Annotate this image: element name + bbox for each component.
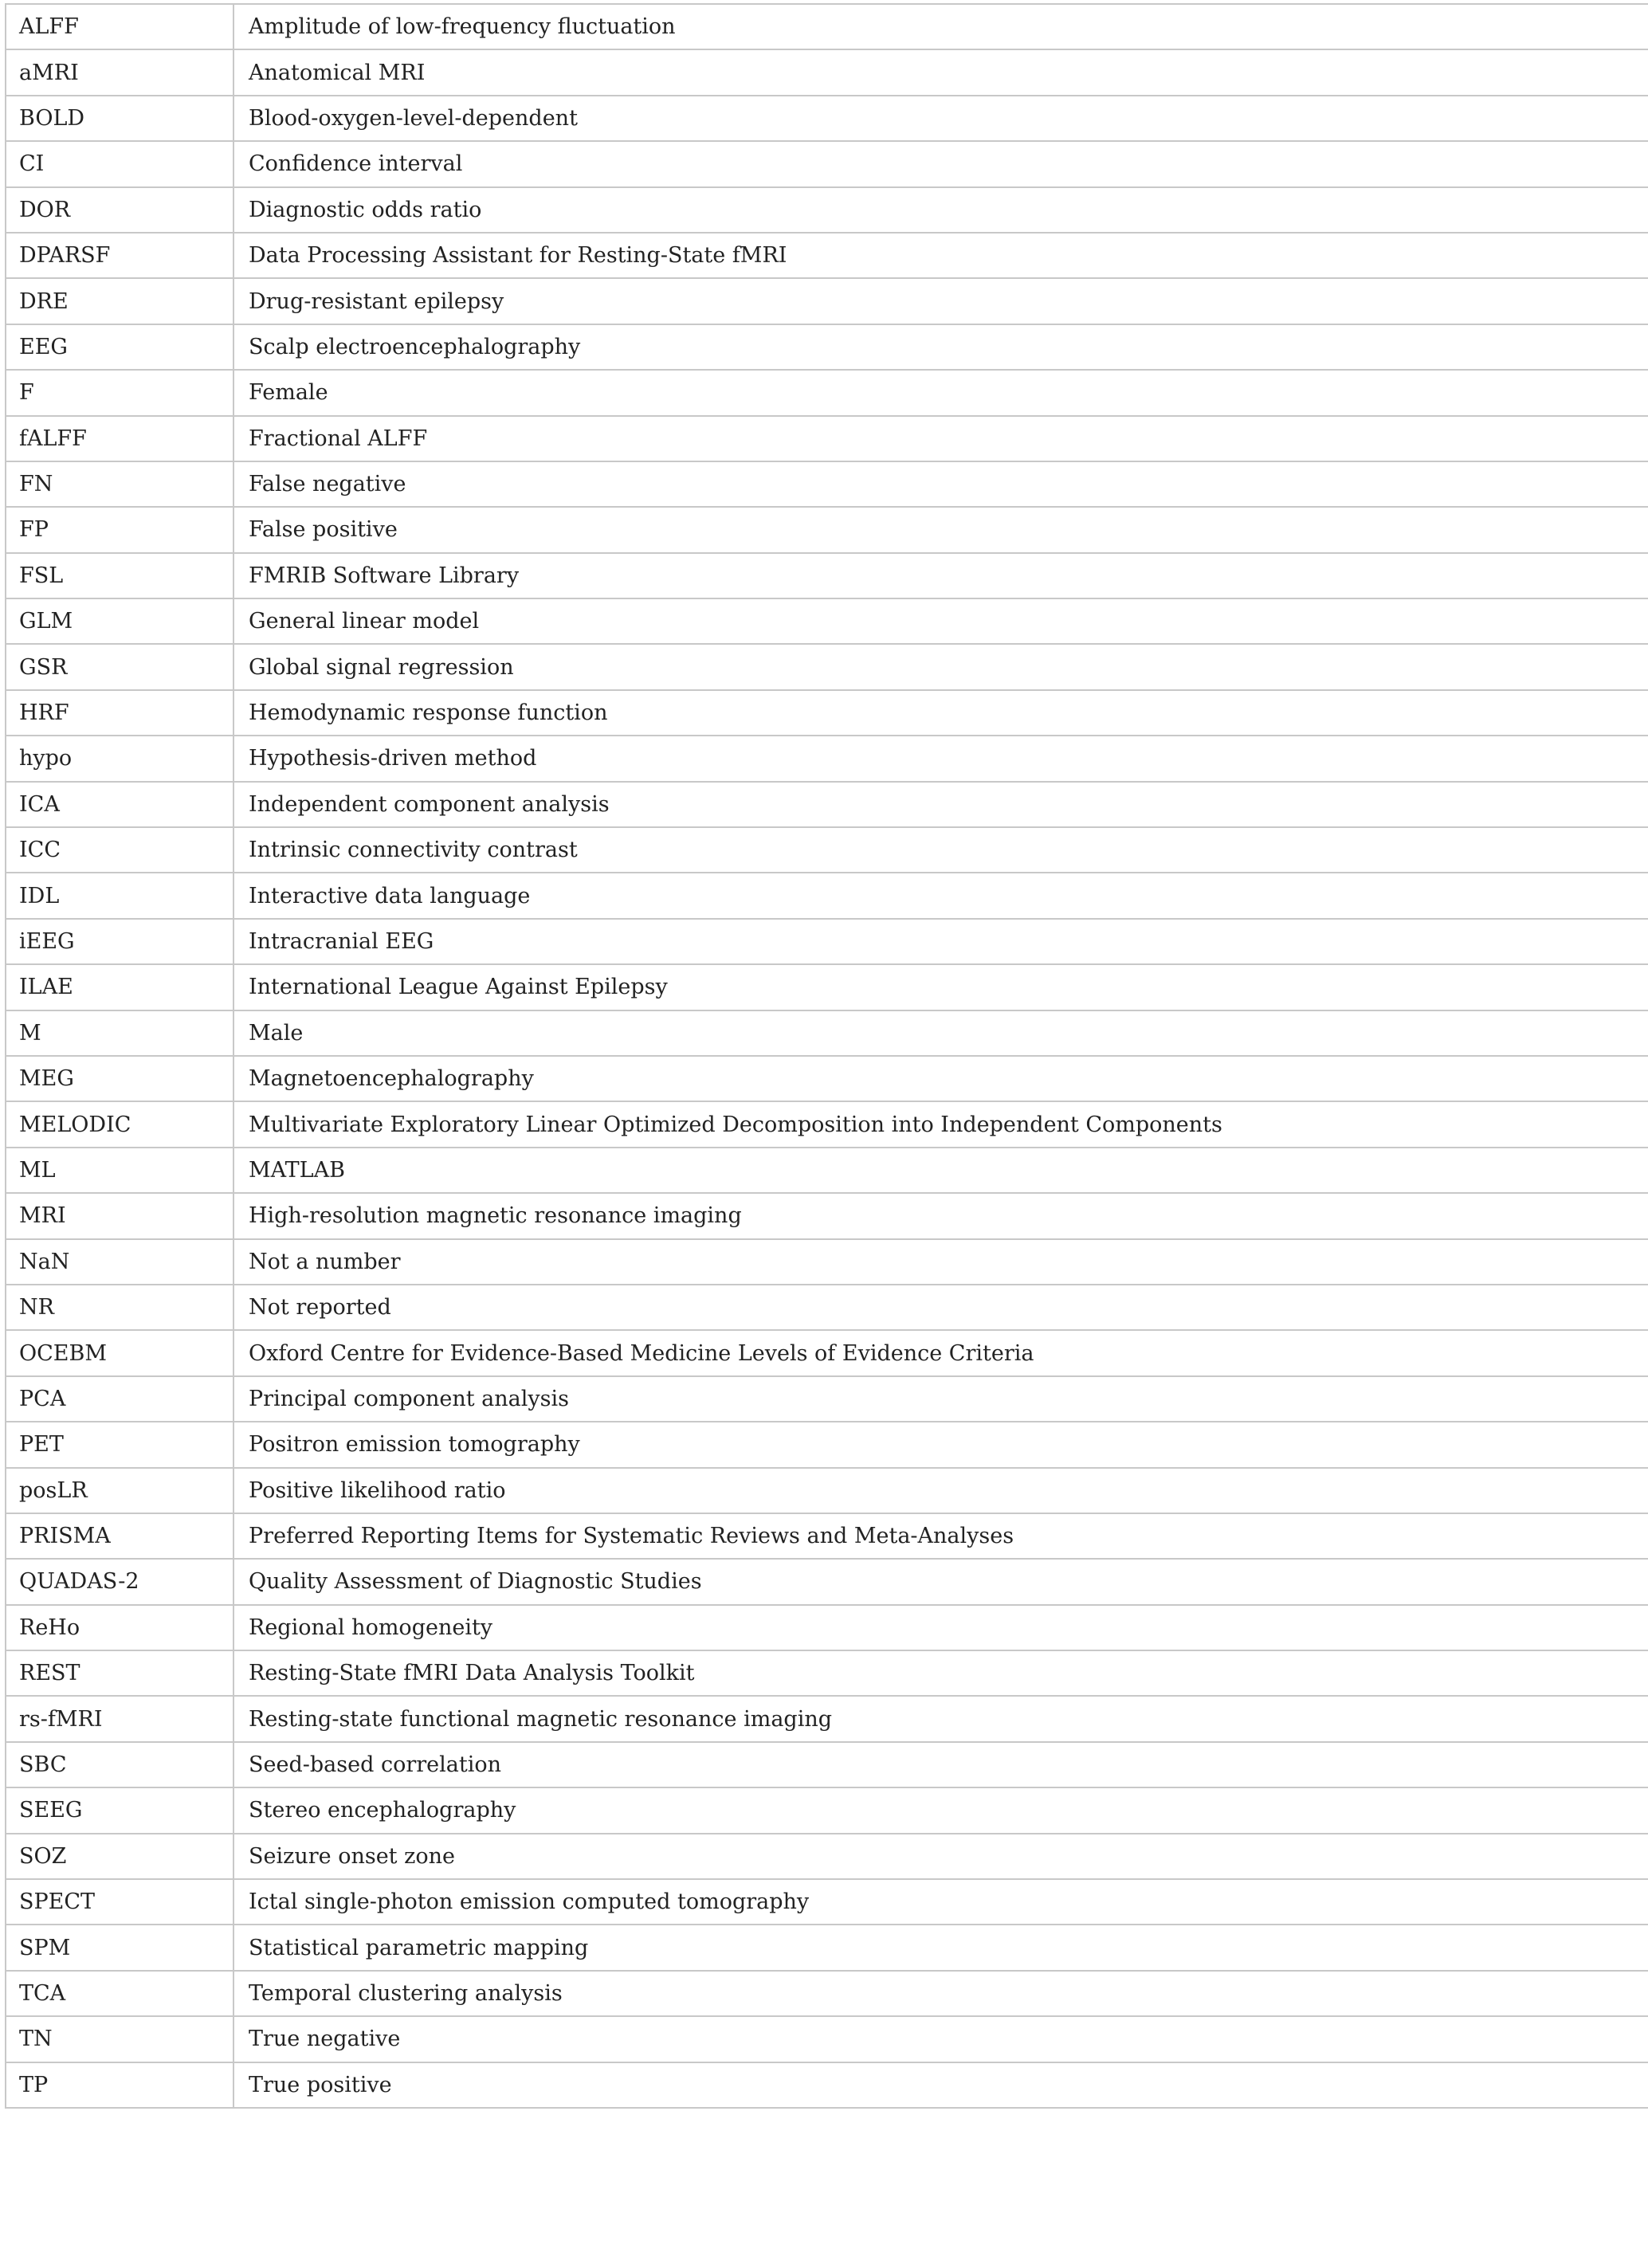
table-row (6, 278, 1648, 324)
abbreviation-cell: NR (6, 1285, 233, 1330)
definition-cell: Amplitude of low-frequency fluctuation (233, 4, 1648, 49)
abbreviation-cell: hypo (6, 736, 233, 781)
table-row (6, 1696, 1648, 1741)
abbreviation-cell: aMRI (6, 49, 233, 95)
definition-cell: Seizure onset zone (233, 1834, 1648, 1879)
abbreviation-cell: DOR (6, 187, 233, 233)
definition-cell: Independent component analysis (233, 782, 1648, 827)
definition-cell: Global signal regression (233, 644, 1648, 689)
abbreviations-table (5, 3, 1648, 2109)
definition-cell: High-resolution magnetic resonance imaging (233, 1193, 1648, 1238)
definition-cell: Positive likelihood ratio (233, 1468, 1648, 1513)
definition-cell: Temporal clustering analysis (233, 1971, 1648, 2016)
abbreviation-cell: HRF (6, 690, 233, 736)
definition-cell: Not reported (233, 1285, 1648, 1330)
table-row (6, 598, 1648, 644)
abbreviation-cell: CI (6, 141, 233, 186)
abbreviation-cell: rs-fMRI (6, 1696, 233, 1741)
definition-cell: Intrinsic connectivity contrast (233, 827, 1648, 873)
abbreviation-cell: EEG (6, 324, 233, 370)
definition-cell: Male (233, 1010, 1648, 1056)
abbreviation-cell: TN (6, 2016, 233, 2062)
table-row (6, 324, 1648, 370)
abbreviation-cell: GSR (6, 644, 233, 689)
table-row (6, 1101, 1648, 1147)
table-row (6, 1285, 1648, 1330)
table-row (6, 1879, 1648, 1925)
table-row (6, 644, 1648, 689)
table-row (6, 553, 1648, 598)
table-row (6, 141, 1648, 186)
abbreviation-cell: REST (6, 1650, 233, 1696)
definition-cell: Hypothesis-driven method (233, 736, 1648, 781)
definition-cell: Multivariate Exploratory Linear Optimized Decomposition into Independent Components (233, 1101, 1648, 1147)
table-row (6, 919, 1648, 964)
definition-cell: General linear model (233, 598, 1648, 644)
definition-cell: Drug-resistant epilepsy (233, 278, 1648, 324)
table-row (6, 964, 1648, 1010)
table-row (6, 690, 1648, 736)
table-row (6, 1605, 1648, 1650)
abbreviation-cell: MRI (6, 1193, 233, 1238)
definition-cell: Blood-oxygen-level-dependent (233, 96, 1648, 141)
table-row (6, 2062, 1648, 2108)
abbreviation-cell: FN (6, 461, 233, 507)
abbreviation-cell: SBC (6, 1742, 233, 1787)
abbreviation-cell: ICC (6, 827, 233, 873)
table-row (6, 736, 1648, 781)
definition-cell: Preferred Reporting Items for Systematic Reviews and Meta-Analyses (233, 1513, 1648, 1559)
abbreviation-cell: posLR (6, 1468, 233, 1513)
table-row (6, 2016, 1648, 2062)
abbreviation-cell: OCEBM (6, 1330, 233, 1375)
definition-cell: Diagnostic odds ratio (233, 187, 1648, 233)
definition-cell: Positron emission tomography (233, 1422, 1648, 1467)
table-row (6, 1376, 1648, 1422)
table-row (6, 1010, 1648, 1056)
table-row (6, 96, 1648, 141)
table-row (6, 507, 1648, 552)
definition-cell: False negative (233, 461, 1648, 507)
definition-cell: Female (233, 370, 1648, 415)
definition-cell: True positive (233, 2062, 1648, 2108)
definition-cell: Data Processing Assistant for Resting-State fMRI (233, 233, 1648, 278)
table-row (6, 1468, 1648, 1513)
table-row (6, 1330, 1648, 1375)
definition-cell: False positive (233, 507, 1648, 552)
table-row (6, 873, 1648, 918)
definition-cell: Regional homogeneity (233, 1605, 1648, 1650)
definition-cell: MATLAB (233, 1148, 1648, 1193)
definition-cell: Fractional ALFF (233, 416, 1648, 461)
table-row (6, 1742, 1648, 1787)
abbreviation-cell: PET (6, 1422, 233, 1467)
table-row (6, 49, 1648, 95)
abbreviation-cell: FSL (6, 553, 233, 598)
abbreviation-cell: SPM (6, 1925, 233, 1970)
abbreviation-cell: GLM (6, 598, 233, 644)
definition-cell: Principal component analysis (233, 1376, 1648, 1422)
table-row (6, 1422, 1648, 1467)
abbreviation-cell: DPARSF (6, 233, 233, 278)
table-row (6, 782, 1648, 827)
definition-cell: Stereo encephalography (233, 1787, 1648, 1833)
table-row (6, 461, 1648, 507)
definition-cell: Magnetoencephalography (233, 1056, 1648, 1101)
abbreviation-cell: TCA (6, 1971, 233, 2016)
table-row (6, 1239, 1648, 1285)
abbreviation-cell: MEG (6, 1056, 233, 1101)
abbreviation-cell: iEEG (6, 919, 233, 964)
table-row (6, 370, 1648, 415)
abbreviation-cell: M (6, 1010, 233, 1056)
definition-cell: Not a number (233, 1239, 1648, 1285)
definition-cell: Resting-State fMRI Data Analysis Toolkit (233, 1650, 1648, 1696)
table-row (6, 4, 1648, 49)
definition-cell: Confidence interval (233, 141, 1648, 186)
table-row (6, 233, 1648, 278)
abbreviation-cell: PCA (6, 1376, 233, 1422)
table-row (6, 1787, 1648, 1833)
table-row (6, 416, 1648, 461)
table-row (6, 1513, 1648, 1559)
abbreviations-table-body (6, 4, 1648, 2108)
table-row (6, 1650, 1648, 1696)
definition-cell: Statistical parametric mapping (233, 1925, 1648, 1970)
table-row (6, 827, 1648, 873)
abbreviation-cell: F (6, 370, 233, 415)
definition-cell: Ictal single-photon emission computed tomography (233, 1879, 1648, 1925)
table-row (6, 187, 1648, 233)
abbreviation-cell: SPECT (6, 1879, 233, 1925)
table-row (6, 1056, 1648, 1101)
abbreviation-cell: ALFF (6, 4, 233, 49)
table-row (6, 1148, 1648, 1193)
abbreviation-cell: PRISMA (6, 1513, 233, 1559)
definition-cell: Scalp electroencephalography (233, 324, 1648, 370)
table-row (6, 1193, 1648, 1238)
abbreviation-cell: IDL (6, 873, 233, 918)
definition-cell: Hemodynamic response function (233, 690, 1648, 736)
definition-cell: Seed-based correlation (233, 1742, 1648, 1787)
abbreviation-cell: BOLD (6, 96, 233, 141)
abbreviation-cell: fALFF (6, 416, 233, 461)
abbreviation-cell: SOZ (6, 1834, 233, 1879)
abbreviation-cell: MELODIC (6, 1101, 233, 1147)
abbreviation-cell: QUADAS-2 (6, 1559, 233, 1604)
abbreviation-cell: FP (6, 507, 233, 552)
definition-cell: Anatomical MRI (233, 49, 1648, 95)
definition-cell: Oxford Centre for Evidence-Based Medicine Levels of Evidence Criteria (233, 1330, 1648, 1375)
definition-cell: Interactive data language (233, 873, 1648, 918)
definition-cell: True negative (233, 2016, 1648, 2062)
definition-cell: Resting-state functional magnetic resonance imaging (233, 1696, 1648, 1741)
table-row (6, 1971, 1648, 2016)
abbreviation-cell: ILAE (6, 964, 233, 1010)
definition-cell: Quality Assessment of Diagnostic Studies (233, 1559, 1648, 1604)
table-row (6, 1925, 1648, 1970)
abbreviation-cell: ICA (6, 782, 233, 827)
definition-cell: International League Against Epilepsy (233, 964, 1648, 1010)
abbreviation-cell: SEEG (6, 1787, 233, 1833)
abbreviation-cell: TP (6, 2062, 233, 2108)
table-row (6, 1559, 1648, 1604)
definition-cell: FMRIB Software Library (233, 553, 1648, 598)
table-row (6, 1834, 1648, 1879)
definition-cell: Intracranial EEG (233, 919, 1648, 964)
abbreviation-cell: DRE (6, 278, 233, 324)
abbreviation-cell: NaN (6, 1239, 233, 1285)
abbreviation-cell: ML (6, 1148, 233, 1193)
abbreviation-cell: ReHo (6, 1605, 233, 1650)
